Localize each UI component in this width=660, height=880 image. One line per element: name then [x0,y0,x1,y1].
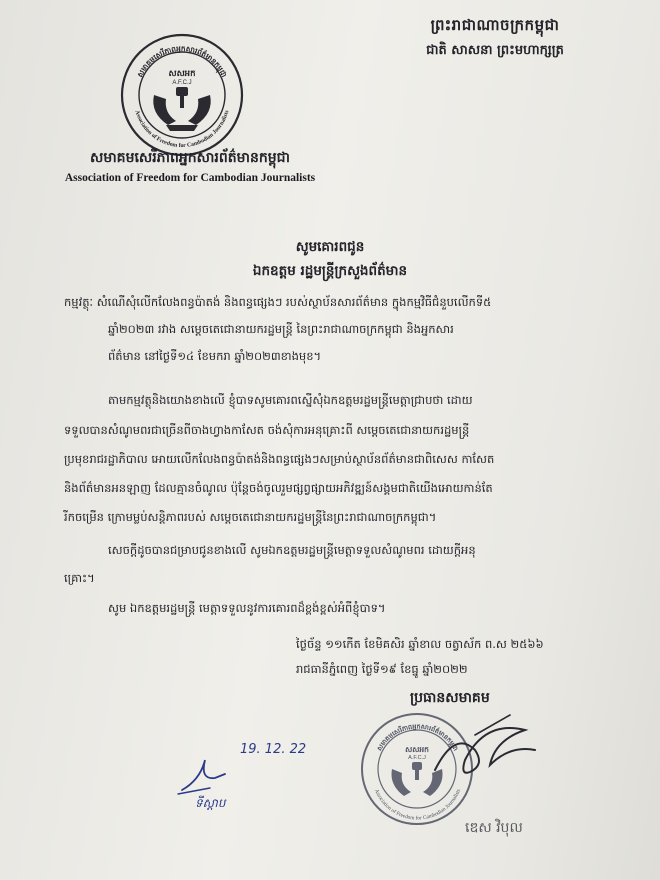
stamp-abbr-en: A.F.C.J [408,755,426,761]
stamp-abbr-kh: សសអក [405,745,429,754]
logo-ring-en: Association of Freedom for Cambodian Journalists [133,109,231,150]
recipient-title: ឯកឧត្តម រដ្ឋមន្ត្រីក្រសួងព័ត៌មាន [252,263,408,279]
date-solar: រាជធានីភ្នំពេញ ថ្ងៃទី១៩ ខែធ្នូ ឆ្នាំ២០២២ [296,662,468,676]
handwritten-date: 19. 12. 22 [240,742,307,757]
logo-abbr-en: A.F.C.J [172,80,192,86]
body-line: តាមកម្មវត្ថុនិងយោងខាងលើ ខ្ញុំបាទសូមគោរពស្នើសុំឯកឧត្តមរដ្ឋមន្ត្រីមេត្តាជ្រាបថា ដោយ [108,393,473,407]
association-logo [120,33,245,158]
logo-ring-kh: សមាគមសេរីភាពអ្នកសារព័ត៌មានកម្ពុជា [135,43,229,79]
body-line: សេចក្ដីដូចបានជម្រាបជូនខាងលើ សូមឯកឧត្តមរដ្ឋមន្ត្រីមេត្តាទទួលសំណូមពរ ដោយក្ដីអនុ [108,543,476,557]
signer-title: ប្រធានសមាគម [410,690,490,706]
body-line-subject: កម្មវត្ថុៈ សំណើសុំលើកលែងពន្ធប៉ាតង់ និងពន្ធផ្សេងៗ របស់ស្ថាប័នសារព័ត៌មាន ក្នុងកម្មវិធីជំនួបលើកទី៥ [64,295,492,309]
president-signature [415,710,545,795]
body-line-closing: សូម ឯកឧត្តមរដ្ឋមន្ត្រី មេត្តាទទួលនូវការគោរពដ៏ខ្ពង់ខ្ពស់អំពីខ្ញុំបាទ។ [108,601,386,615]
org-name-en: Association of Freedom for Cambodian Journalists [64,172,316,184]
kingdom-title: ព្រះរាជាណាចក្រកម្ពុជា [430,16,560,34]
signer-name: ឌេស វិបុល [465,820,523,836]
handwritten-initial: ទីស្ដាប [195,796,226,810]
receipt-signature [170,750,250,800]
national-motto: ជាតិ សាសនា ព្រះមហាក្សត្រ [426,43,564,58]
body-line: រីកចម្រើន ក្រោមម្លប់សន្តិភាពរបស់ សម្ដេចតេជោនាយករដ្ឋមន្ត្រីនៃព្រះរាជាណាចក្រកម្ពុជា។ [64,510,437,524]
body-line: គ្រោះ។ [64,571,95,585]
stamp-ring-en: Association of Freedom for Cambodian Journalists [372,788,463,822]
stamp-ring-kh: សមាគមសេរីភាពអ្នកសារព័ត៌មានកម្ពុជា [375,722,460,753]
body-line: ទទួលបានសំណូមពរជាច្រើនពីចាងហ្វាងកាសែត ចង់សុំការអនុគ្រោះពី សម្ដេចតេជោនាយករដ្ឋមន្ត្រី [64,423,470,437]
body-line: ឆ្នាំ២០២៣ រវាង សម្ដេចតេជោនាយករដ្ឋមន្ត្រី នៃព្រះរាជាណាចក្រកម្ពុជា និងអ្នកសារ [108,322,454,336]
hands-microphone-icon [153,87,210,131]
date-lunar: ថ្ងៃច័ន្ទ ១១កើត ខែមិគសិរ ឆ្នាំខាល ចត្វាស័ក ព.ស ២៥៦៦ [296,637,544,651]
org-name-kh: សមាគមសេរីភាពអ្នកសារព័ត៌មានកម្ពុជា [90,150,290,166]
logo-abbr-kh: សសអក [168,69,196,79]
body-line: ប្រមុខរាជរដ្ឋាភិបាល អោយលើកលែងពន្ធប៉ាតង់និងពន្ធផ្សេងៗសម្រាប់ស្ថាប័នព័ត៌មានជាពិសេស កាសែត [64,452,495,466]
salutation: សូមគោរពជូន [295,239,365,255]
body-line: ព័ត៌មាន នៅថ្ងៃទី១៤ ខែមករា ឆ្នាំ២០២៣ខាងមុខ។ [108,349,322,363]
body-line: និងព័ត៌មានអនឡាញ ដែលគ្មានចំណូល ប៉ុន្តែចង់ចូលរួមផ្សព្វផ្សាយអភិវឌ្ឍន៍សង្គមជាតិយើងអោយកាន់តែ [64,481,493,495]
